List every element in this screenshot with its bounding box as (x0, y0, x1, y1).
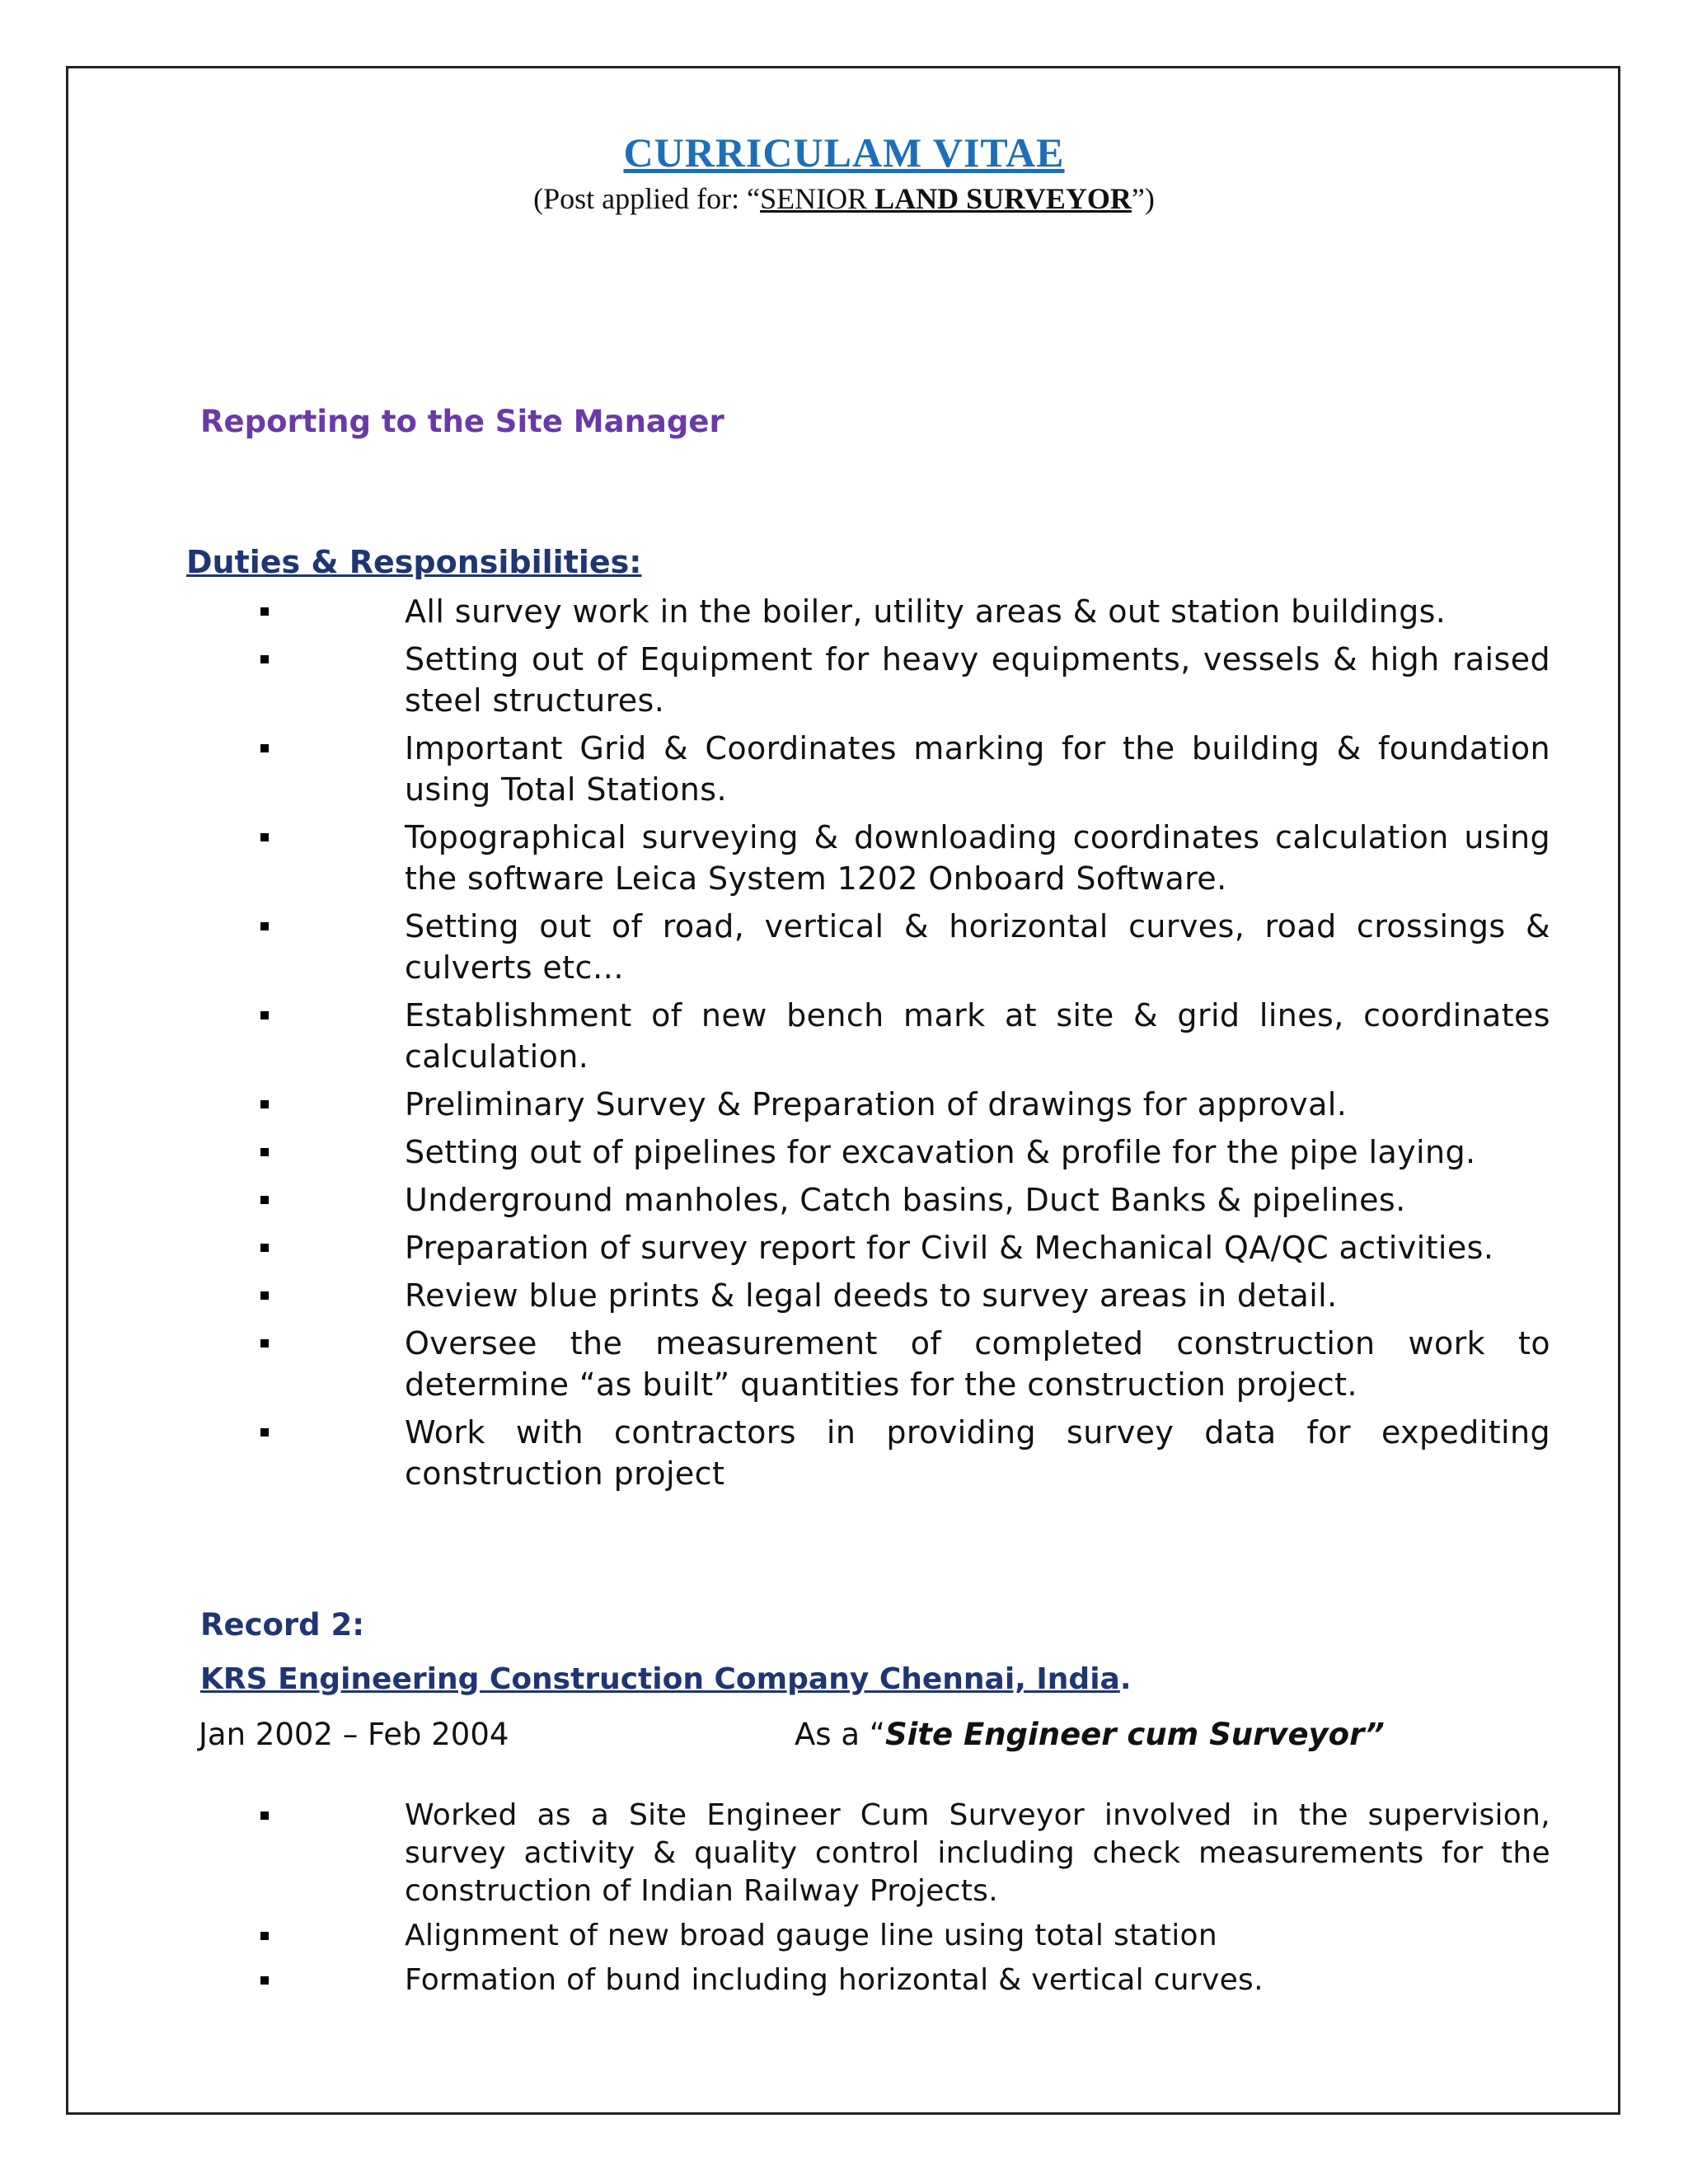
list-item-text: Topographical surveying & downloading coordinates calculation using the software Leica System 1202 Onboard Software. (405, 819, 1550, 897)
list-item-text: Setting out of pipelines for excavation & profile for the pipe laying. (405, 1134, 1476, 1170)
list-item-text: Formation of bund including horizontal & vertical curves. (405, 1963, 1264, 1997)
list-item (0, 1132, 1688, 1173)
list-item (0, 639, 1688, 721)
post-title (760, 182, 1132, 215)
role-title: Site Engineer cum Surveyor” (884, 1717, 1385, 1752)
duties-heading: Duties & Responsibilities: (186, 544, 642, 580)
list-item-text: Oversee the measurement of completed construction work to determine “as built” quantities for the construction project. (405, 1325, 1550, 1403)
employment-period: Jan 2002 – Feb 2004 (199, 1717, 509, 1752)
list-item (0, 817, 1688, 899)
duties-list (0, 591, 1688, 1501)
list-item-text: Review blue prints & legal deeds to survey areas in detail. (405, 1277, 1338, 1314)
square-bullet-icon (260, 1291, 269, 1300)
document-title: CURRICULAM VITAE (623, 129, 1065, 176)
list-item-text: Establishment of new bench mark at site & grid lines, coordinates calculation. (405, 997, 1550, 1075)
square-bullet-icon (260, 1932, 269, 1940)
list-item (0, 1179, 1688, 1221)
list-item (0, 906, 1688, 988)
list-item-text: All survey work in the boiler, utility areas & out station buildings. (405, 593, 1447, 630)
role-prefix: As a “ (795, 1717, 885, 1752)
square-bullet-icon (260, 1976, 269, 1985)
post-prefix: SENIOR (760, 182, 875, 215)
reporting-line: Reporting to the Site Manager (200, 404, 724, 439)
list-item (0, 1797, 1688, 1910)
list-item-text: Worked as a Site Engineer Cum Surveyor involved in the supervision, survey activity & quality control including check measurements for the construction of Indian Railway Projects. (405, 1798, 1550, 1908)
list-item-text: Preliminary Survey & Preparation of drawings for approval. (405, 1086, 1348, 1122)
list-item (0, 1917, 1688, 1955)
list-item (0, 1412, 1688, 1494)
square-bullet-icon (260, 833, 269, 841)
list-item (0, 728, 1688, 810)
square-bullet-icon (260, 1428, 269, 1436)
square-bullet-icon (260, 1100, 269, 1108)
list-item-text: Underground manholes, Catch basins, Duct Banks & pipelines. (405, 1182, 1406, 1218)
post-applied-line (0, 181, 1688, 216)
square-bullet-icon (260, 744, 269, 752)
list-item-text: Preparation of survey report for Civil & Mechanical QA/QC activities. (405, 1230, 1494, 1266)
square-bullet-icon (260, 1244, 269, 1252)
post-bold: LAND SURVEYOR (874, 182, 1132, 215)
company-name: KRS Engineering Construction Company Chennai, India (200, 1662, 1120, 1696)
square-bullet-icon (260, 1148, 269, 1156)
company-suffix: . (1119, 1662, 1132, 1696)
list-item (0, 1275, 1688, 1316)
list-item (0, 1961, 1688, 1999)
square-bullet-icon (260, 1811, 269, 1820)
list-item (0, 591, 1688, 632)
record-duties-list (0, 1797, 1688, 2006)
square-bullet-icon (260, 1196, 269, 1204)
list-item (0, 995, 1688, 1077)
list-item (0, 1084, 1688, 1125)
list-item-text: Important Grid & Coordinates marking for the building & foundation using Total Stations. (405, 730, 1550, 808)
list-item (0, 1323, 1688, 1405)
square-bullet-icon (260, 607, 269, 616)
list-item-text: Work with contractors in providing survey data for expediting construction project (405, 1414, 1550, 1492)
record-label: Record 2: (200, 1607, 365, 1643)
list-item (0, 1227, 1688, 1268)
list-item-text: Alignment of new broad gauge line using total station (405, 1919, 1217, 1952)
square-bullet-icon (260, 655, 269, 663)
square-bullet-icon (260, 1011, 269, 1019)
subtitle-prefix: (Post applied for: “ (533, 182, 761, 215)
list-item-text: Setting out of road, vertical & horizontal curves, road crossings & culverts etc… (405, 908, 1550, 986)
list-item-text: Setting out of Equipment for heavy equipments, vessels & high raised steel structures. (405, 641, 1550, 719)
subtitle-suffix: ”) (1131, 182, 1155, 215)
square-bullet-icon (260, 922, 269, 930)
role-line (795, 1717, 1385, 1752)
company-line (200, 1662, 1132, 1696)
square-bullet-icon (260, 1339, 269, 1347)
